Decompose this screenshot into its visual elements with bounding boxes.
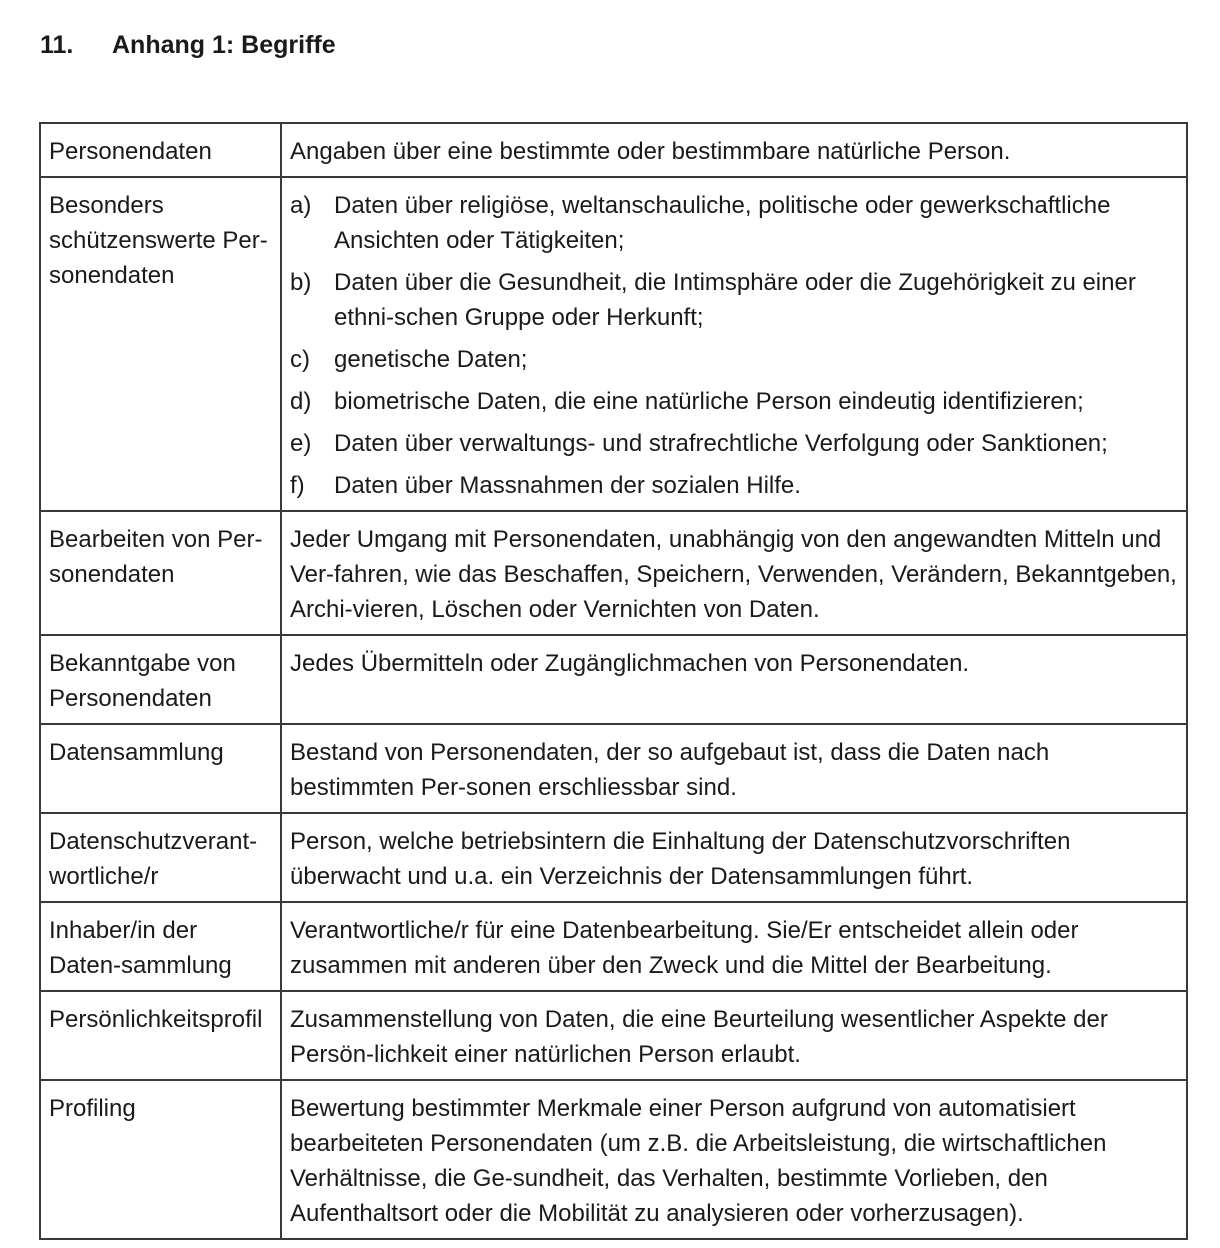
list-text: Daten über religiöse, weltanschauliche, politische oder gewerkschaftliche Ansichten oder Tätigkeiten; bbox=[334, 192, 1111, 254]
table-row bbox=[40, 511, 1187, 635]
list-item bbox=[290, 384, 1178, 419]
list-item bbox=[290, 342, 1178, 377]
term-cell: Bekanntgabe von Personendaten bbox=[40, 635, 281, 724]
table-row bbox=[40, 123, 1187, 177]
list-item bbox=[290, 468, 1178, 503]
section-heading bbox=[40, 28, 336, 62]
list-item bbox=[290, 426, 1178, 461]
glossary-table bbox=[39, 122, 1188, 1240]
table-row bbox=[40, 635, 1187, 724]
list-letter: f) bbox=[290, 472, 305, 499]
list-text: biometrische Daten, die eine natürliche Person eindeutig identifizieren; bbox=[334, 388, 1084, 415]
list-letter: d) bbox=[290, 388, 312, 415]
definition-cell: Bewertung bestimmter Merkmale einer Person aufgrund von automatisiert bearbeiteten Personendaten (um z.B. die Arbeitsleistung, die wirtschaftlichen Verhältnisse, die Ge-sundheit, das Verhalten, bestimmte Vorlieben, den Aufenthaltsort oder die Mobilität zu analysieren oder vorherzusagen). bbox=[281, 1080, 1187, 1239]
term-cell: Inhaber/in der Daten-sammlung bbox=[40, 902, 281, 991]
term-cell: Besonders schützenswerte Per-sonendaten bbox=[40, 177, 281, 511]
term-cell: Datensammlung bbox=[40, 724, 281, 813]
list-text: genetische Daten; bbox=[334, 346, 528, 373]
list-item bbox=[290, 265, 1178, 335]
definition-cell bbox=[281, 177, 1187, 511]
definition-cell: Bestand von Personendaten, der so aufgebaut ist, dass die Daten nach bestimmten Per-sonen erschliessbar sind. bbox=[281, 724, 1187, 813]
list-letter: a) bbox=[290, 192, 312, 219]
list-text: Daten über Massnahmen der sozialen Hilfe. bbox=[334, 472, 801, 499]
definition-cell: Jeder Umgang mit Personendaten, unabhängig von den angewandten Mitteln und Ver-fahren, wie das Beschaffen, Speichern, Verwenden, Verändern, Bekanntgeben, Archi-vieren, Löschen oder Vernichten von Daten. bbox=[281, 511, 1187, 635]
list-letter: b) bbox=[290, 269, 312, 296]
table-row bbox=[40, 991, 1187, 1080]
list-letter: e) bbox=[290, 430, 312, 457]
table-row bbox=[40, 177, 1187, 511]
table-row bbox=[40, 1080, 1187, 1239]
term-cell: Datenschutzverant-wortliche/r bbox=[40, 813, 281, 902]
definition-cell: Angaben über eine bestimmte oder bestimmbare natürliche Person. bbox=[281, 123, 1187, 177]
table-row bbox=[40, 724, 1187, 813]
section-title: Anhang 1: Begriffe bbox=[112, 31, 336, 59]
section-number: 11. bbox=[40, 31, 74, 59]
list-text: Daten über die Gesundheit, die Intimsphäre oder die Zugehörigkeit zu einer ethni-schen Gruppe oder Herkunft; bbox=[334, 269, 1136, 331]
table-row bbox=[40, 813, 1187, 902]
definition-cell: Zusammenstellung von Daten, die eine Beurteilung wesentlicher Aspekte der Persön-lichkeit einer natürlichen Person erlaubt. bbox=[281, 991, 1187, 1080]
definition-cell: Jedes Übermitteln oder Zugänglichmachen von Personendaten. bbox=[281, 635, 1187, 724]
list-letter: c) bbox=[290, 346, 310, 373]
term-cell: Personendaten bbox=[40, 123, 281, 177]
term-cell: Profiling bbox=[40, 1080, 281, 1239]
definition-cell: Person, welche betriebsintern die Einhaltung der Datenschutzvorschriften überwacht und u.a. ein Verzeichnis der Datensammlungen führt. bbox=[281, 813, 1187, 902]
term-cell: Bearbeiten von Per-sonendaten bbox=[40, 511, 281, 635]
term-cell: Persönlichkeitsprofil bbox=[40, 991, 281, 1080]
table-row bbox=[40, 902, 1187, 991]
list-item bbox=[290, 188, 1178, 258]
list-text: Daten über verwaltungs- und strafrechtliche Verfolgung oder Sanktionen; bbox=[334, 430, 1108, 457]
definition-cell: Verantwortliche/r für eine Datenbearbeitung. Sie/Er entscheidet allein oder zusammen mit anderen über den Zweck und die Mittel der Bearbeitung. bbox=[281, 902, 1187, 991]
